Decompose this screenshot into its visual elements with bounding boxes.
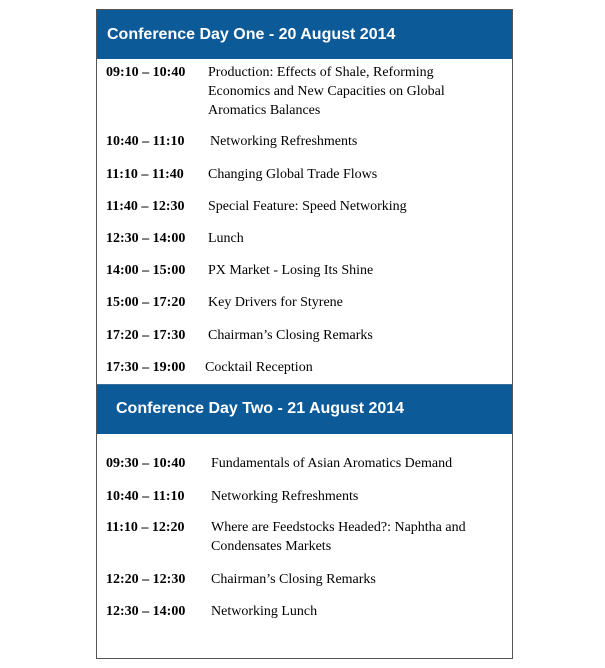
session-title: Fundamentals of Asian Aromatics Demand [211, 456, 453, 471]
session-time: 10:40 – 11:10 [106, 134, 185, 149]
session-title: Chairman’s Closing Remarks [211, 572, 376, 587]
session-title: Key Drivers for Styrene [208, 295, 343, 310]
session-time: 17:30 – 19:00 [106, 360, 186, 375]
session-time: 09:30 – 10:40 [106, 456, 186, 471]
session-time: 17:20 – 17:30 [106, 328, 186, 343]
session-title: Networking Refreshments [210, 134, 358, 149]
session-time: 14:00 – 15:00 [106, 263, 186, 278]
day-two-header: Conference Day Two - 21 August 2014 [97, 384, 512, 434]
session-title: Where are Feedstocks Headed?: Naphtha and Condensates Markets [211, 520, 466, 554]
session-time: 15:00 – 17:20 [106, 295, 186, 310]
session-title: Production: Effects of Shale, Reforming Economics and New Capacities on Global Aromatics Balances [208, 65, 445, 118]
session-time: 11:40 – 12:30 [106, 199, 185, 214]
session-title: Networking Lunch [211, 604, 318, 619]
session-time: 11:10 – 11:40 [106, 167, 184, 182]
session-title: Networking Refreshments [211, 489, 359, 504]
session-time: 11:10 – 12:20 [106, 520, 185, 535]
session-time: 12:30 – 14:00 [106, 231, 186, 246]
session-title: Special Feature: Speed Networking [208, 199, 407, 214]
session-time: 10:40 – 11:10 [106, 489, 185, 504]
session-title: Chairman’s Closing Remarks [208, 328, 373, 343]
agenda-frame [96, 9, 513, 659]
session-time: 12:30 – 14:00 [106, 604, 186, 619]
session-time: 12:20 – 12:30 [106, 572, 186, 587]
session-title: Lunch [208, 231, 244, 246]
session-title: Changing Global Trade Flows [208, 167, 378, 182]
day-one-header: Conference Day One - 20 August 2014 [97, 10, 512, 59]
session-title: PX Market - Losing Its Shine [208, 263, 374, 278]
session-title: Cocktail Reception [205, 360, 313, 375]
session-time: 09:10 – 10:40 [106, 65, 186, 80]
